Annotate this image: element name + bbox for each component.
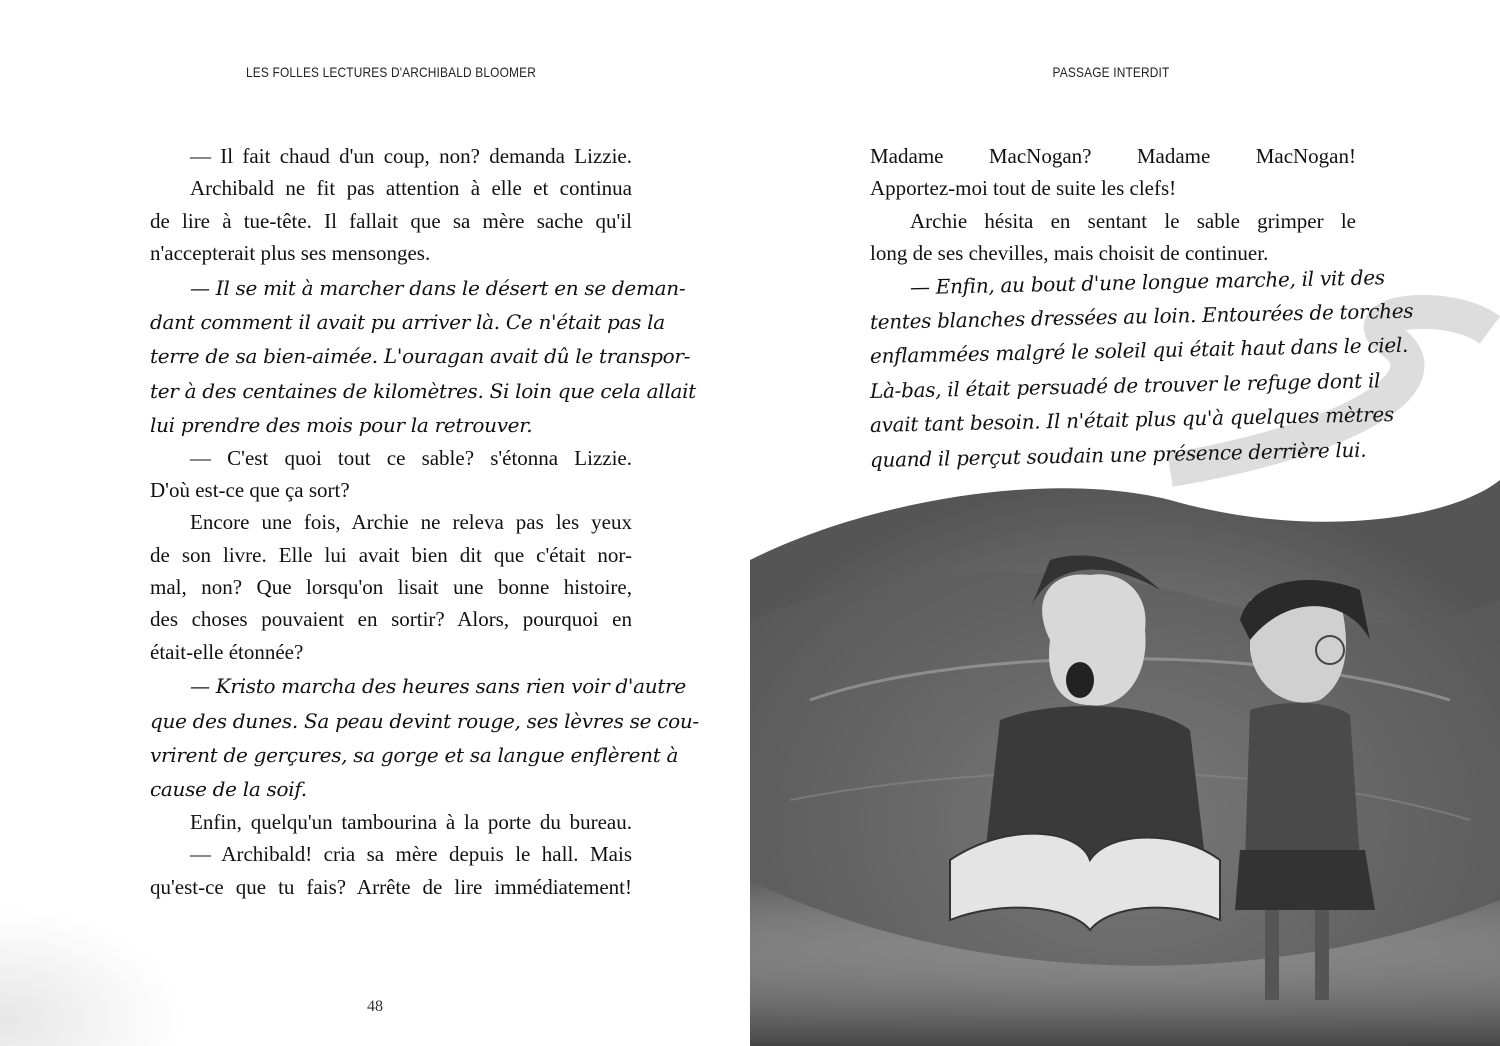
handwritten-text-line: cause de la soif. <box>150 777 307 802</box>
handwritten-text-line: Là-bas, il était persuadé de trouver le refuge dont il <box>869 368 1381 403</box>
text-line: Madame MacNogan? Madame MacNogan! <box>870 144 1356 168</box>
handwritten-text-line: avait tant besoin. Il n'était plus qu'à quelques mètres <box>869 402 1395 438</box>
text-line: Apportez-moi tout de suite les clefs! <box>870 176 1177 201</box>
running-head: LES FOLLES LECTURES D'ARCHIBALD BLOOMER <box>246 64 536 80</box>
right-page <box>750 0 1500 1046</box>
handwritten-text-line: — Il se mit à marcher dans le désert en se deman- <box>190 275 686 300</box>
text-line: — C'est quoi tout ce sable? s'étonna Lizzie. <box>190 445 632 470</box>
handwritten-text-line: quand il perçut soudain une présence derrière lui. <box>869 437 1367 472</box>
handwritten-text-line: lui prendre des mois pour la retrouver. <box>150 413 533 438</box>
text-line: — Archibald! cria sa mère depuis le hall. Mais <box>190 842 632 867</box>
handwritten-text-line: — Enfin, au bout d'une longue marche, il vit des <box>909 264 1385 299</box>
text-line: de son livre. Elle lui avait bien dit que c'était nor- <box>150 542 632 567</box>
text-line: qu'est-ce que tu fais? Arrête de lire immédiatement! <box>150 874 632 899</box>
running-head: PASSAGE INTERDIT <box>1052 64 1170 80</box>
handwritten-text-line: — Kristo marcha des heures sans rien voir d'autre <box>190 674 686 699</box>
handwritten-text-line: enflammées malgré le soleil qui était haut dans le ciel. <box>869 333 1409 369</box>
text-line: — Il fait chaud d'un coup, non? demanda Lizzie. <box>190 144 632 168</box>
text-column <box>150 140 699 903</box>
handwritten-text-line: que des dunes. Sa peau devint rouge, ses lèvres se cou- <box>150 708 699 733</box>
text-line: n'accepterait plus ses mensonges. <box>150 241 431 266</box>
text-line: D'où est-ce que ça sort? <box>150 477 350 502</box>
text-line: était-elle étonnée? <box>150 639 304 664</box>
text-line: Archie hésita en sentant le sable grimper le <box>910 208 1356 233</box>
text-line: de lire à tue-tête. Il fallait que sa mère sache qu'il <box>150 208 632 233</box>
text-line: long de ses chevilles, mais choisit de continuer. <box>870 241 1269 266</box>
handwritten-text-line: vrirent de gerçures, sa gorge et sa langue enflèrent à <box>150 743 679 768</box>
handwritten-text-line: tentes blanches dressées au loin. Entourées de torches <box>869 298 1414 334</box>
text-line: des choses pouvaient en sortir? Alors, pourquoi en <box>150 607 632 632</box>
page-number: 48 <box>367 998 383 1015</box>
text-line: mal, non? Que lorsqu'on lisait une bonne histoire, <box>150 575 632 600</box>
text-line: Enfin, quelqu'un tambourina à la porte du bureau. <box>190 809 632 834</box>
text-column <box>869 140 1414 476</box>
handwritten-text-line: ter à des centaines de kilomètres. Si loin que cela allait <box>150 378 696 403</box>
handwritten-text-line: terre de sa bien-aimée. L'ouragan avait dû le transpor- <box>150 344 691 369</box>
text-line: Encore une fois, Archie ne releva pas les yeux <box>190 510 632 535</box>
text-line: Archibald ne fit pas attention à elle et continua <box>190 176 632 201</box>
handwritten-text-line: dant comment il avait pu arriver là. Ce n'était pas la <box>150 309 665 334</box>
